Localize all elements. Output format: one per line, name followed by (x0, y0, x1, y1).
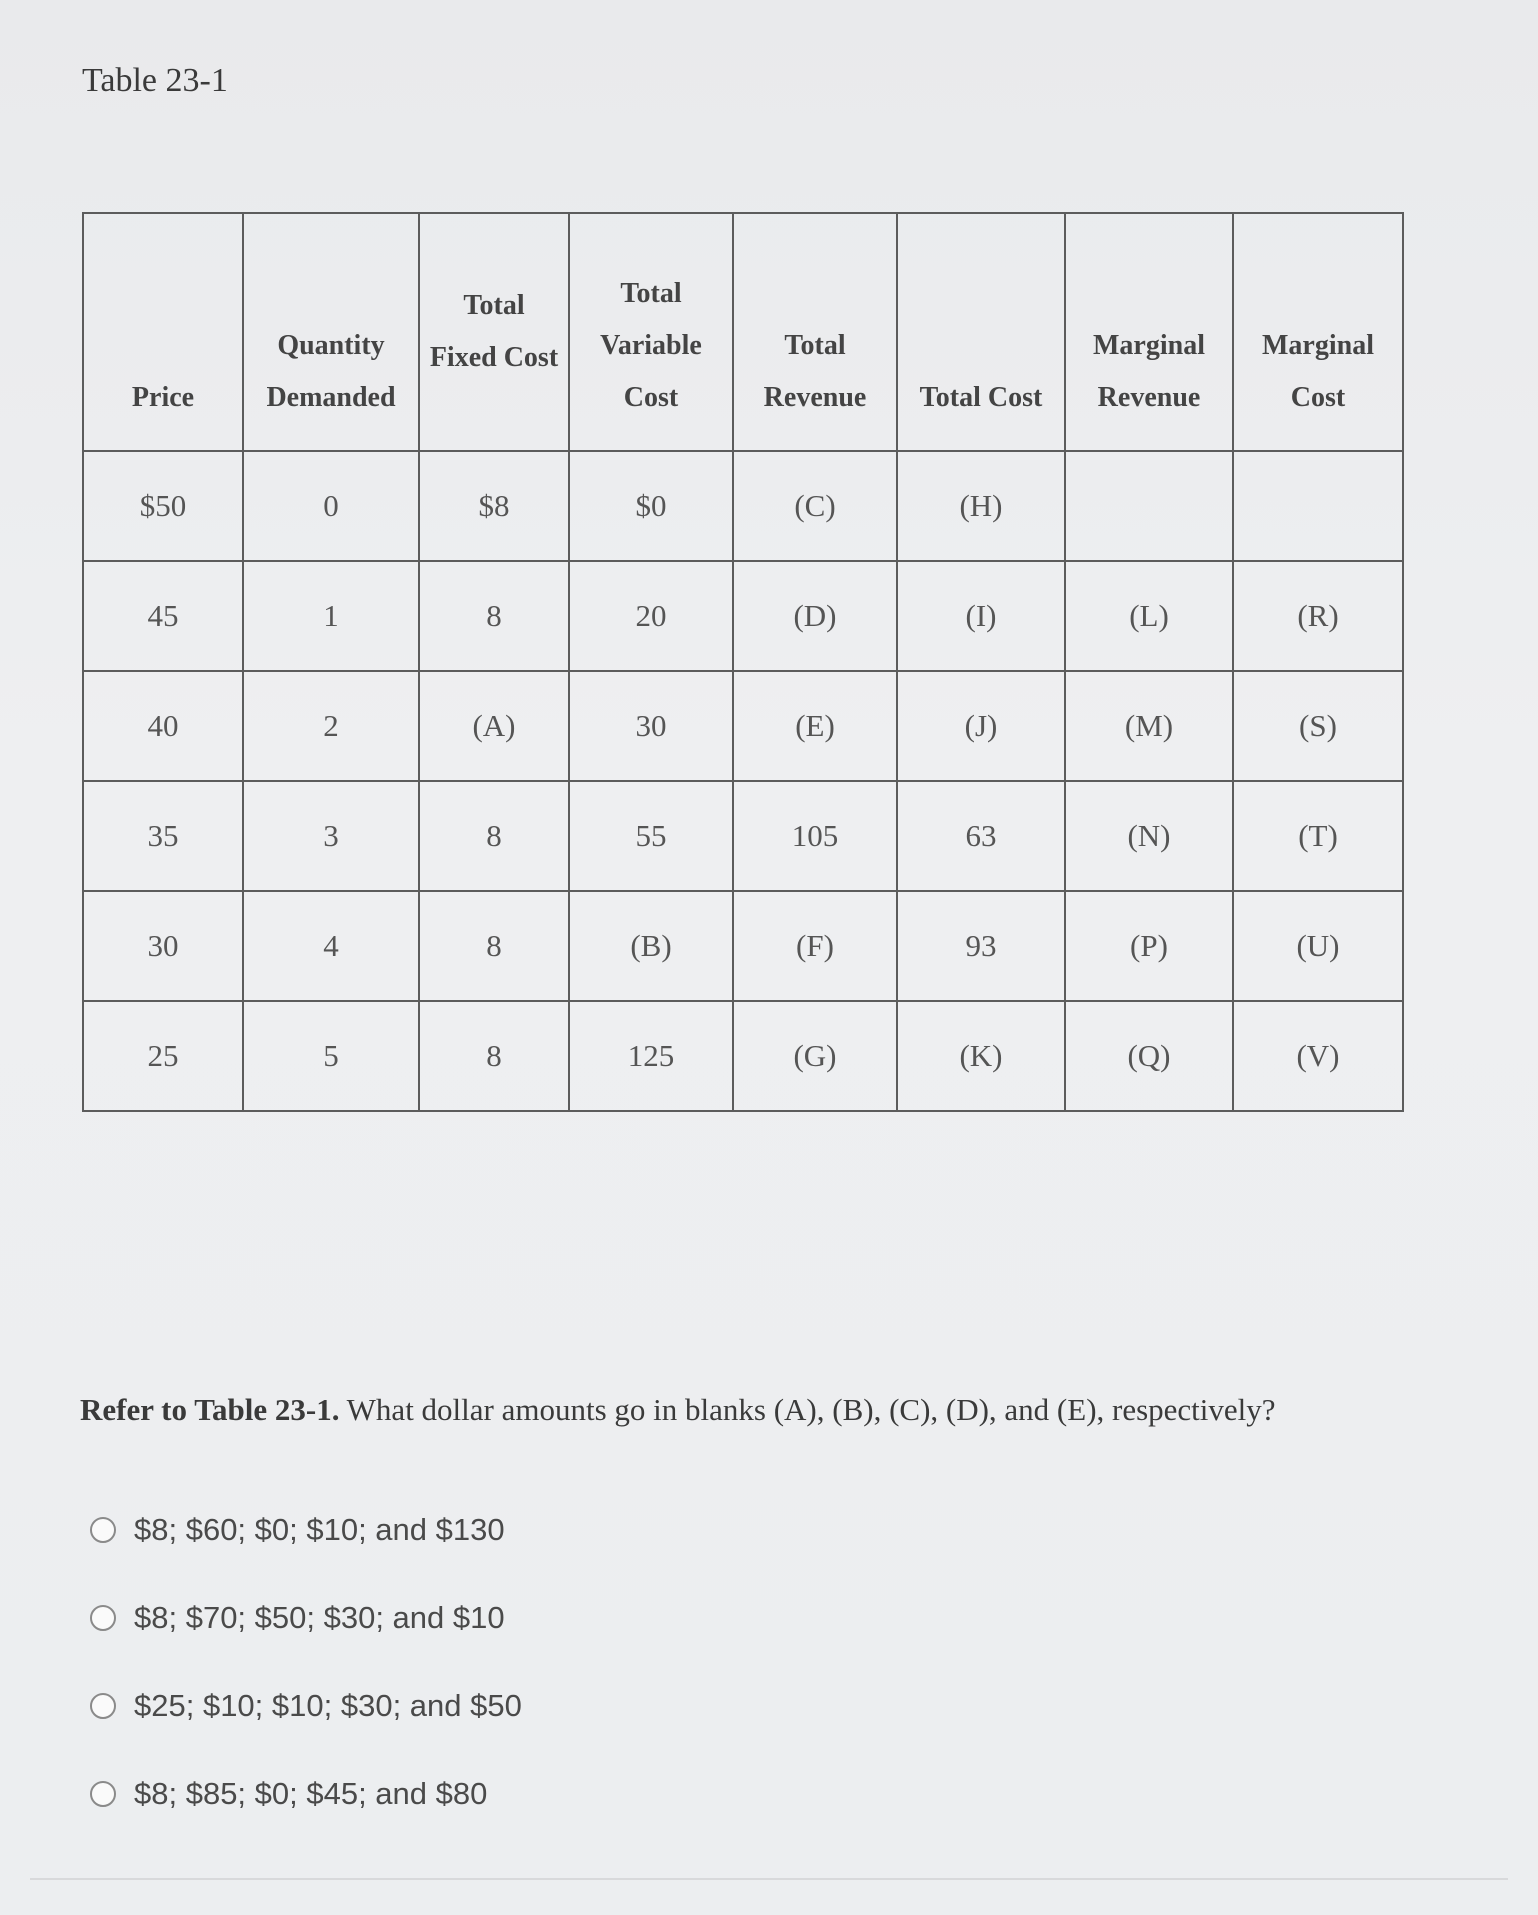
answer-option-label: $8; $70; $50; $30; and $10 (134, 1600, 505, 1635)
cell-variable-cost: 125 (569, 1001, 733, 1111)
cell-fixed-cost: 8 (419, 561, 569, 671)
cell-fixed-cost: 8 (419, 781, 569, 891)
header-line: Total (784, 330, 846, 361)
cell-total-revenue: (C) (733, 451, 897, 561)
question-ref: Refer to Table 23-1. (80, 1392, 340, 1427)
cell-marginal-cost (1233, 451, 1403, 561)
answer-option-label: $25; $10; $10; $30; and $50 (134, 1688, 522, 1723)
cell-variable-cost: 55 (569, 781, 733, 891)
answer-options (90, 1508, 522, 1860)
cell-price: $50 (83, 451, 243, 561)
header-quantity-demanded (243, 213, 419, 451)
cell-quantity: 4 (243, 891, 419, 1001)
header-line: Quantity (277, 330, 385, 361)
cell-variable-cost: $0 (569, 451, 733, 561)
header-line: Demanded (266, 382, 396, 413)
cell-total-cost: (I) (897, 561, 1065, 671)
cell-quantity: 0 (243, 451, 419, 561)
radio-button[interactable] (90, 1781, 116, 1807)
cell-price: 45 (83, 561, 243, 671)
cell-price: 40 (83, 671, 243, 781)
divider (30, 1878, 1508, 1880)
header-line: Total (463, 290, 525, 321)
header-row (83, 213, 1403, 451)
header-line: Price (131, 382, 195, 413)
cell-fixed-cost: (A) (419, 671, 569, 781)
cell-total-revenue: (G) (733, 1001, 897, 1111)
cell-marginal-cost: (R) (1233, 561, 1403, 671)
cell-marginal-revenue: (L) (1065, 561, 1233, 671)
header-total-revenue (733, 213, 897, 451)
cell-marginal-revenue: (Q) (1065, 1001, 1233, 1111)
header-line: Total Cost (919, 382, 1043, 413)
cell-marginal-cost: (S) (1233, 671, 1403, 781)
table-row (83, 1001, 1403, 1111)
cost-table (82, 212, 1404, 1112)
answer-option[interactable] (90, 1508, 522, 1552)
header-line: Marginal (1093, 330, 1205, 361)
table-title: Table 23-1 (82, 62, 228, 99)
header-total-fixed-cost (419, 213, 569, 451)
answer-option-label: $8; $85; $0; $45; and $80 (134, 1776, 488, 1811)
header-marginal-revenue (1065, 213, 1233, 451)
cell-price: 25 (83, 1001, 243, 1111)
cell-marginal-revenue: (P) (1065, 891, 1233, 1001)
header-line: Cost (623, 382, 679, 413)
cell-variable-cost: (B) (569, 891, 733, 1001)
radio-button[interactable] (90, 1517, 116, 1543)
answer-option-label: $8; $60; $0; $10; and $130 (134, 1512, 505, 1547)
cell-total-cost: 63 (897, 781, 1065, 891)
radio-button[interactable] (90, 1605, 116, 1631)
header-line: Fixed Cost (429, 342, 559, 373)
header-line: Variable (600, 330, 702, 361)
table-row (83, 781, 1403, 891)
radio-button[interactable] (90, 1693, 116, 1719)
cell-variable-cost: 20 (569, 561, 733, 671)
cell-total-revenue: 105 (733, 781, 897, 891)
cell-variable-cost: 30 (569, 671, 733, 781)
cell-quantity: 5 (243, 1001, 419, 1111)
header-total-cost (897, 213, 1065, 451)
cell-marginal-cost: (U) (1233, 891, 1403, 1001)
cell-marginal-revenue: (M) (1065, 671, 1233, 781)
table-row (83, 561, 1403, 671)
cell-fixed-cost: $8 (419, 451, 569, 561)
cell-marginal-revenue (1065, 451, 1233, 561)
header-line: Marginal (1262, 330, 1374, 361)
table-row (83, 451, 1403, 561)
header-total-variable-cost (569, 213, 733, 451)
answer-option[interactable] (90, 1596, 522, 1640)
cell-total-cost: (K) (897, 1001, 1065, 1111)
question-body: What dollar amounts go in blanks (A), (B), (C), (D), and (E), respectively? (346, 1392, 1276, 1427)
cell-marginal-revenue: (N) (1065, 781, 1233, 891)
cell-fixed-cost: 8 (419, 891, 569, 1001)
header-marginal-cost (1233, 213, 1403, 451)
cell-quantity: 3 (243, 781, 419, 891)
cell-total-revenue: (D) (733, 561, 897, 671)
header-price (83, 213, 243, 451)
answer-option[interactable] (90, 1772, 522, 1816)
cell-price: 30 (83, 891, 243, 1001)
cell-total-revenue: (E) (733, 671, 897, 781)
header-line: Revenue (763, 382, 867, 413)
table-row (83, 891, 1403, 1001)
cell-marginal-cost: (V) (1233, 1001, 1403, 1111)
cell-quantity: 2 (243, 671, 419, 781)
cell-total-cost: (H) (897, 451, 1065, 561)
cell-price: 35 (83, 781, 243, 891)
header-line: Revenue (1097, 382, 1201, 413)
cell-fixed-cost: 8 (419, 1001, 569, 1111)
cell-marginal-cost: (T) (1233, 781, 1403, 891)
header-line: Total (620, 278, 682, 309)
table-row (83, 671, 1403, 781)
question-text (80, 1392, 1500, 1428)
answer-option[interactable] (90, 1684, 522, 1728)
header-line: Cost (1290, 382, 1346, 413)
cell-total-cost: 93 (897, 891, 1065, 1001)
cell-quantity: 1 (243, 561, 419, 671)
cell-total-revenue: (F) (733, 891, 897, 1001)
cell-total-cost: (J) (897, 671, 1065, 781)
